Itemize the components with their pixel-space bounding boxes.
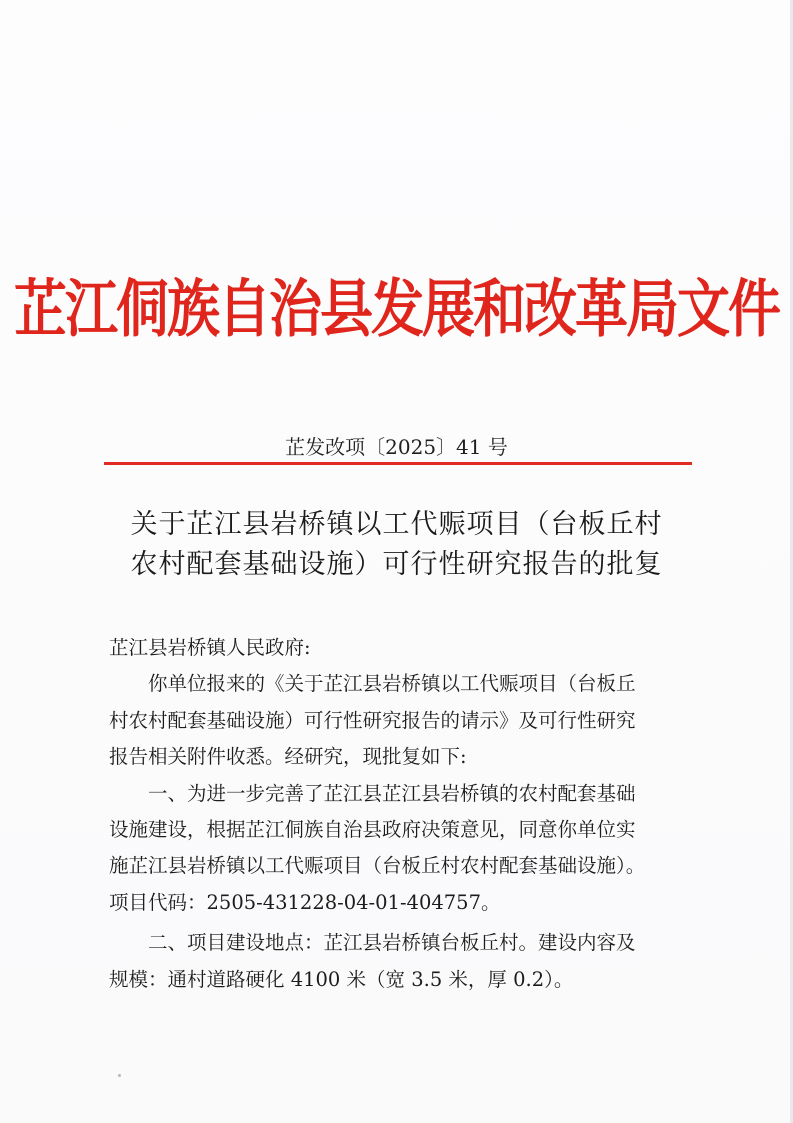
document-subject (0, 505, 793, 585)
issuer-title: 芷江侗族自治县发展和改革局文件 (14, 272, 779, 346)
paragraph-line: 规模：通村道路硬化 4100 米（宽 3.5 米，厚 0.2）。 (109, 967, 574, 991)
paragraph-line: 报告相关附件收悉。经研究，现批复如下: (109, 745, 467, 769)
document-body (109, 630, 689, 998)
salutation: 芷江县岩桥镇人民政府: (109, 636, 311, 659)
paragraph-line: 项目代码：2505-431228-04-01-404757。 (109, 890, 501, 914)
document-number: 芷发改项〔2025〕41 号 (285, 435, 508, 459)
paragraph-line: 一、为进一步完善了芷江县芷江县岩桥镇的农村配套基础 (148, 781, 636, 805)
scan-speck (118, 1074, 121, 1077)
subject-line-2: 农村配套基础设施）可行性研究报告的批复 (130, 549, 663, 580)
subject-line-1: 关于芷江县岩桥镇以工代赈项目（台板丘村 (130, 509, 663, 540)
paragraph-line: 你单位报来的《关于芷江县岩桥镇以工代赈项目（台板丘 (148, 672, 636, 696)
paragraph-line: 设施建设，根据芷江侗族自治县政府决策意见，同意你单位实 (109, 817, 636, 841)
paragraph-line: 二、项目建设地点：芷江县岩桥镇台板丘村。建设内容及 (148, 931, 636, 955)
paragraph-line: 村农村配套基础设施）可行性研究报告的请示》及可行性研究 (109, 708, 636, 732)
red-divider-line (104, 462, 692, 465)
paragraph-line: 施芷江县岩桥镇以工代赈项目（台板丘村农村配套基础设施）。 (109, 854, 646, 878)
